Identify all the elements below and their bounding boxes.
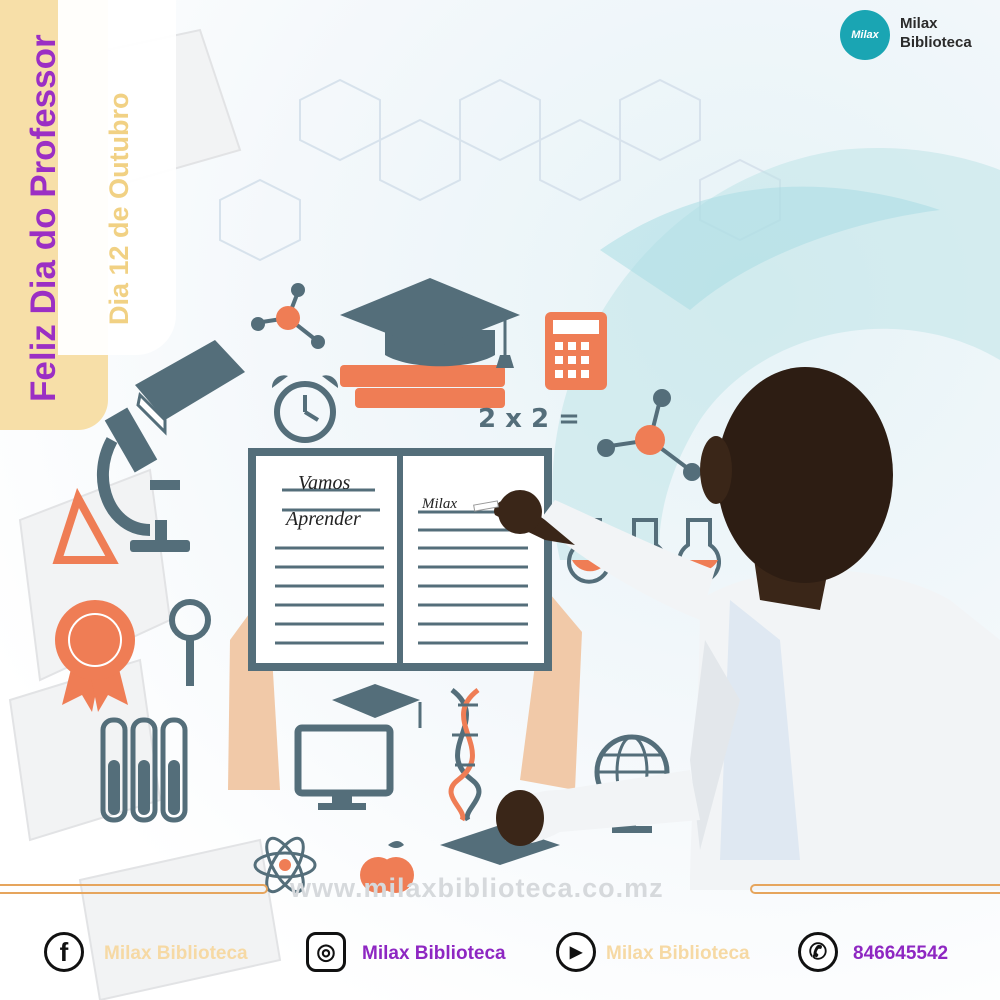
award-badge-icon: [55, 600, 135, 712]
instagram-icon[interactable]: ◎: [306, 932, 346, 972]
notebook-text-aprender: Aprender: [286, 508, 361, 530]
notebook-text-milax: Milax: [422, 496, 457, 512]
logo-name-line1: Milax: [900, 15, 938, 32]
website-url[interactable]: www.milaxbiblioteca.co.mz: [290, 873, 664, 903]
whatsapp-number[interactable]: 846645542: [853, 943, 949, 964]
event-date: Dia 12 de Outubro: [104, 92, 134, 325]
divider-left: [0, 884, 268, 894]
computer-icon: [298, 684, 420, 810]
facebook-icon[interactable]: f: [44, 932, 84, 972]
youtube-icon[interactable]: ▶: [556, 932, 596, 972]
page-title: Feliz Dia do Professor: [24, 34, 63, 402]
logo-name-line2: Biblioteca: [900, 34, 972, 51]
divider-right: [750, 884, 1000, 894]
calculator-icon: [545, 312, 607, 390]
dna-icon: [451, 690, 479, 820]
molecule-icon: [251, 283, 325, 349]
book-icon: [135, 340, 245, 432]
logo-wordmark: [900, 14, 995, 52]
milax-logo: Milax: [840, 10, 890, 60]
alarm-clock-icon: [272, 375, 338, 440]
graduation-cap-icon: [340, 278, 520, 408]
facebook-label[interactable]: Milax Biblioteca: [104, 943, 248, 964]
magnifier-icon: [172, 602, 208, 686]
youtube-label[interactable]: Milax Biblioteca: [606, 943, 750, 964]
open-notebook: [252, 452, 548, 667]
math-equation: 2 x 2 =: [478, 404, 580, 434]
notebook-text-vamos: Vamos: [298, 472, 351, 494]
instagram-label[interactable]: Milax Biblioteca: [362, 943, 506, 964]
whatsapp-icon[interactable]: ✆: [798, 932, 838, 972]
